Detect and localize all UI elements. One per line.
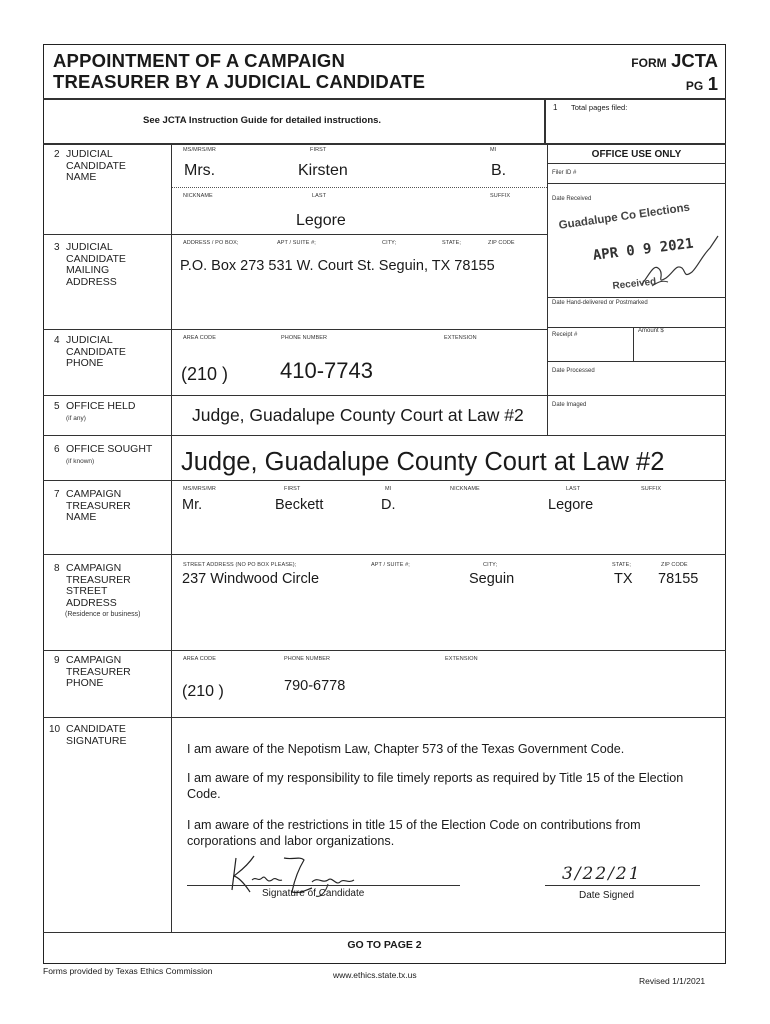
section-5-number: 5 bbox=[54, 401, 60, 412]
page-number bbox=[686, 73, 718, 95]
total-pages-num: 1 bbox=[553, 103, 558, 112]
section-5-label: 5 OFFICE HELD (if any) bbox=[54, 400, 136, 422]
section-8-number: 8 bbox=[54, 563, 60, 574]
stamp-date: APR 0 9 2021 bbox=[592, 235, 695, 264]
candidate-title-value[interactable]: Mrs. bbox=[184, 162, 216, 179]
section-7-number: 7 bbox=[54, 489, 60, 500]
pg-num: 1 bbox=[707, 73, 718, 94]
candidate-last-value[interactable]: Legore bbox=[296, 212, 346, 229]
section-4-number: 4 bbox=[54, 335, 60, 346]
date-hand-label: Date Hand-delivered or Postmarked bbox=[552, 300, 648, 306]
date-line bbox=[545, 885, 700, 886]
form-word: FORM bbox=[631, 56, 667, 70]
section-2-number: 2 bbox=[54, 149, 60, 160]
form-title-line1: APPOINTMENT OF A CAMPAIGN bbox=[53, 50, 346, 71]
total-pages-label: Total pages filed: bbox=[571, 103, 628, 112]
date-signed-label: Date Signed bbox=[579, 890, 635, 901]
signature-line bbox=[187, 885, 460, 886]
section-6-label: 6 OFFICE SOUGHT (if known) bbox=[54, 443, 153, 465]
treasurer-area-code-value[interactable]: (210 ) bbox=[182, 683, 224, 700]
footer-left: Forms provided by Texas Ethics Commission bbox=[43, 966, 213, 976]
office-held-value[interactable]: Judge, Guadalupe County Court at Law #2 bbox=[192, 405, 524, 425]
footer-center[interactable]: www.ethics.state.tx.us bbox=[333, 970, 417, 980]
section-6-number: 6 bbox=[54, 444, 60, 455]
section-10-label: 10 CANDIDATE SIGNATURE bbox=[49, 723, 127, 747]
treasurer-title-value[interactable]: Mr. bbox=[182, 497, 203, 513]
stamp-org: Guadalupe Co Elections bbox=[558, 201, 691, 232]
statement-nepotism: I am aware of the Nepotism Law, Chapter 573 of the Texas Government Code. bbox=[187, 742, 625, 756]
treasurer-mi-value[interactable]: D. bbox=[381, 497, 396, 513]
candidate-area-code-value[interactable]: (210 ) bbox=[181, 364, 229, 384]
header-divider bbox=[43, 98, 726, 100]
section-7-label: 7 CAMPAIGN TREASURER NAME bbox=[54, 488, 131, 523]
statement-restrictions: I am aware of the restrictions in title 15 of the Election Code on contributions from corporations and labor organizations. bbox=[187, 818, 641, 848]
statement-reports: I am aware of my responsibility to file timely reports as required by Title 15 of the Election Code. bbox=[187, 771, 684, 801]
section-10-number: 10 bbox=[49, 724, 61, 735]
receipt-label: Receipt # bbox=[552, 332, 578, 338]
form-code-value: JCTA bbox=[671, 50, 718, 71]
treasurer-last-value[interactable]: Legore bbox=[548, 497, 594, 513]
section-3-label: 3 JUDICIAL CANDIDATE MAILING ADDRESS bbox=[54, 241, 126, 288]
treasurer-city-value[interactable]: Seguin bbox=[469, 571, 515, 587]
date-received-label: Date Received bbox=[552, 196, 592, 202]
candidate-address-value[interactable]: P.O. Box 273 531 W. Court St. Seguin, TX 78155 bbox=[180, 258, 495, 274]
treasurer-phone-value[interactable]: 790-6778 bbox=[284, 678, 346, 694]
candidate-phone-value[interactable]: 410-7743 bbox=[280, 358, 373, 383]
date-signed-value[interactable]: 3/22/21 bbox=[562, 864, 642, 884]
go-to-page-2[interactable]: GO TO PAGE 2 bbox=[347, 939, 422, 951]
form-code bbox=[631, 50, 718, 72]
section-9-number: 9 bbox=[54, 655, 60, 666]
office-use-title: OFFICE USE ONLY bbox=[591, 149, 682, 160]
treasurer-zip-value[interactable]: 78155 bbox=[658, 571, 699, 587]
filer-id-label: Filer ID # bbox=[552, 170, 577, 176]
section-4-label: 4 JUDICIAL CANDIDATE PHONE bbox=[54, 334, 126, 369]
stamp-received: Received bbox=[612, 276, 657, 292]
form-title-line2: TREASURER BY A JUDICIAL CANDIDATE bbox=[53, 71, 426, 92]
section-9-label: 9 CAMPAIGN TREASURER PHONE bbox=[54, 654, 131, 689]
treasurer-first-value[interactable]: Beckett bbox=[275, 497, 324, 513]
pg-word: PG bbox=[685, 79, 704, 93]
dotted-divider bbox=[172, 187, 547, 188]
amount-label: Amount $ bbox=[638, 328, 664, 334]
stamp-initials-mark bbox=[640, 234, 720, 290]
signature-label: Signature of Candidate bbox=[262, 888, 365, 899]
candidate-first-value[interactable]: Kirsten bbox=[298, 162, 348, 179]
footer-right: Revised 1/1/2021 bbox=[639, 976, 706, 986]
office-sought-value[interactable]: Judge, Guadalupe County Court at Law #2 bbox=[181, 448, 665, 476]
date-processed-label: Date Processed bbox=[552, 368, 595, 374]
treasurer-state-value[interactable]: TX bbox=[614, 571, 633, 587]
section-8-label: 8 CAMPAIGN TREASURER STREET ADDRESS (Residence or business) bbox=[54, 562, 141, 618]
candidate-mi-value[interactable]: B. bbox=[491, 162, 507, 179]
section-3-number: 3 bbox=[54, 242, 60, 253]
date-imaged-label: Date Imaged bbox=[552, 402, 587, 408]
treasurer-street-value[interactable]: 237 Windwood Circle bbox=[182, 571, 320, 587]
guide-text: See JCTA Instruction Guide for detailed instructions. bbox=[143, 115, 382, 126]
section-2-label: 2 JUDICIAL CANDIDATE NAME bbox=[54, 148, 126, 183]
